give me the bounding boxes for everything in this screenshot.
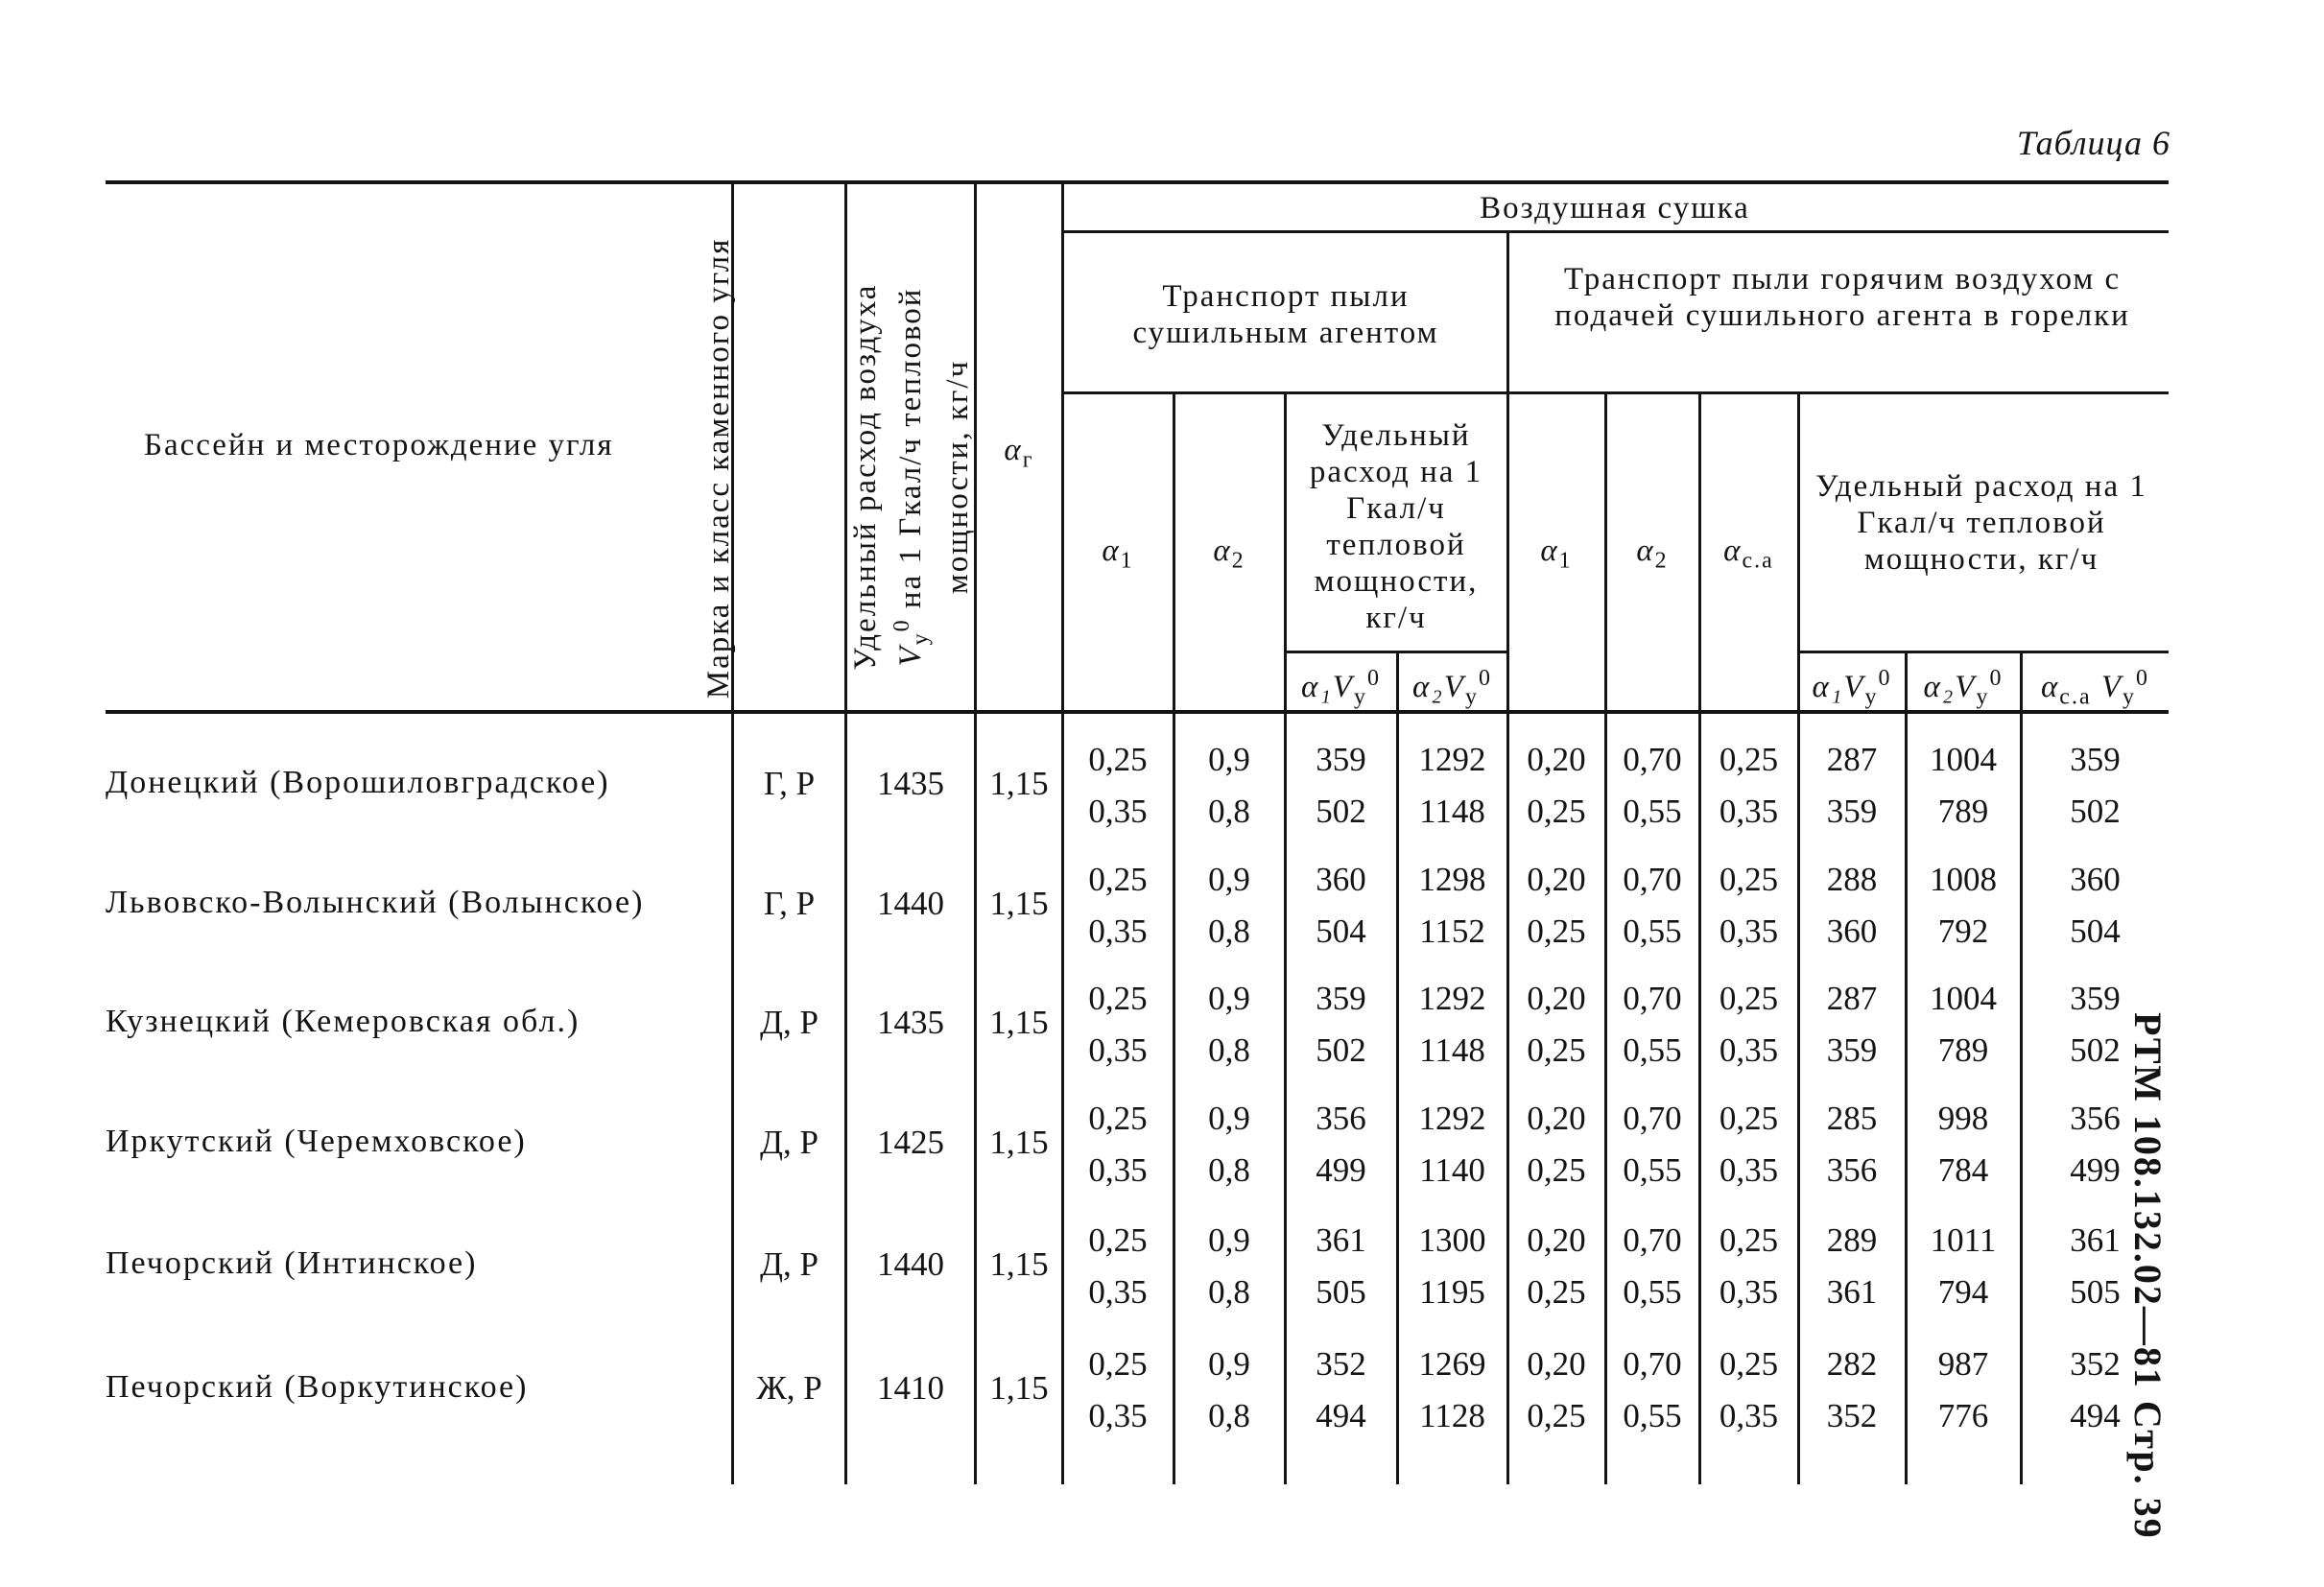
header-hot-asav: $\alpha_{с.а}$ $V_у^0$ bbox=[2040, 666, 2150, 710]
row-cell-hsa: 0,35 bbox=[1719, 1397, 1779, 1434]
row-cell-q1: 285 bbox=[1826, 1100, 1878, 1137]
row-cell-r2: 1292 bbox=[1418, 980, 1486, 1017]
subgroup-rule bbox=[1063, 391, 2169, 394]
row-cell-r2: 1195 bbox=[1419, 1273, 1485, 1311]
row-cell-q3: 359 bbox=[2070, 980, 2121, 1017]
header-hot-a1v: $\alpha_1V_у^0$ bbox=[1812, 666, 1892, 710]
table-caption: Таблица 6 bbox=[2016, 124, 2170, 162]
row-cell-r1: 502 bbox=[1316, 793, 1366, 830]
row-cell-q1: 356 bbox=[1826, 1151, 1878, 1189]
row-cell-a2: 0,9 bbox=[1208, 1100, 1250, 1137]
row-mark: Г, Р bbox=[763, 765, 816, 802]
row-cell-a2: 0,8 bbox=[1208, 1273, 1250, 1311]
row-alpha-g: 1,15 bbox=[989, 1369, 1049, 1407]
header-air-drying: Воздушная сушка bbox=[1480, 191, 1750, 225]
header-alpha1: $\alpha_1$ bbox=[1102, 533, 1134, 574]
row-cell-r1: 499 bbox=[1316, 1151, 1366, 1189]
row-cell-hsa: 0,25 bbox=[1719, 1100, 1779, 1137]
row-cell-h2: 0,55 bbox=[1623, 1273, 1682, 1311]
row-cell-r1: 359 bbox=[1316, 741, 1366, 778]
row-cell-q2: 987 bbox=[1937, 1345, 1989, 1383]
row-cell-a1: 0,25 bbox=[1088, 1221, 1148, 1259]
row-cell-r2: 1152 bbox=[1419, 912, 1485, 950]
row-cell-a2: 0,9 bbox=[1208, 1221, 1250, 1259]
row-cell-q2: 792 bbox=[1937, 912, 1989, 950]
row-cell-q1: 287 bbox=[1826, 980, 1878, 1017]
row-cell-r2: 1298 bbox=[1418, 861, 1486, 898]
row-basin-name: Донецкий (Ворошиловградское) bbox=[106, 765, 610, 800]
row-cell-q3: 494 bbox=[2070, 1397, 2121, 1434]
row-cell-hsa: 0,35 bbox=[1719, 1151, 1779, 1189]
row-cell-h1: 0,25 bbox=[1527, 1397, 1586, 1434]
header-transport-agent: Транспорт пыли сушильным агентом bbox=[1132, 279, 1439, 350]
row-mark: Д, Р bbox=[760, 1004, 818, 1041]
row-cell-r2: 1269 bbox=[1418, 1345, 1486, 1383]
row-air-rate: 1425 bbox=[877, 1124, 944, 1161]
row-cell-h1: 0,25 bbox=[1527, 1273, 1586, 1311]
row-cell-q2: 794 bbox=[1937, 1273, 1989, 1311]
row-cell-h2: 0,55 bbox=[1623, 1031, 1682, 1069]
row-cell-h2: 0,70 bbox=[1623, 1221, 1682, 1259]
row-cell-h2: 0,70 bbox=[1623, 741, 1682, 778]
row-cell-h2: 0,55 bbox=[1623, 1151, 1682, 1189]
row-cell-q3: 356 bbox=[2070, 1100, 2121, 1137]
row-cell-q3: 502 bbox=[2070, 793, 2121, 830]
row-air-rate: 1440 bbox=[877, 885, 944, 922]
row-basin-name: Печорский (Воркутинское) bbox=[106, 1369, 529, 1405]
row-cell-a2: 0,9 bbox=[1208, 741, 1250, 778]
row-cell-a1: 0,35 bbox=[1088, 912, 1148, 950]
row-basin-name: Кузнецкий (Кемеровская обл.) bbox=[106, 1004, 581, 1039]
row-cell-q1: 359 bbox=[1826, 793, 1878, 830]
row-cell-r1: 494 bbox=[1316, 1397, 1366, 1434]
row-cell-a2: 0,8 bbox=[1208, 1151, 1250, 1189]
row-alpha-g: 1,15 bbox=[989, 765, 1049, 802]
row-cell-a2: 0,9 bbox=[1208, 1345, 1250, 1383]
row-basin-name: Иркутский (Черемховское) bbox=[106, 1124, 527, 1159]
row-cell-hsa: 0,25 bbox=[1719, 861, 1779, 898]
row-cell-q3: 499 bbox=[2070, 1151, 2121, 1189]
row-cell-hsa: 0,35 bbox=[1719, 1273, 1779, 1311]
rate-hot-rule bbox=[1799, 651, 2169, 653]
row-cell-a2: 0,8 bbox=[1208, 912, 1250, 950]
row-cell-q2: 1011 bbox=[1930, 1221, 1997, 1259]
row-cell-r2: 1148 bbox=[1419, 1031, 1485, 1069]
row-cell-r2: 1292 bbox=[1418, 741, 1486, 778]
header-hot-a2v: $\alpha_2V_у^0$ bbox=[1923, 666, 2004, 710]
row-cell-a2: 0,8 bbox=[1208, 1031, 1250, 1069]
row-cell-r1: 361 bbox=[1316, 1221, 1366, 1259]
row-cell-h2: 0,70 bbox=[1623, 980, 1682, 1017]
header-hot-alpha2: $\alpha_2$ bbox=[1636, 533, 1669, 574]
row-cell-a1: 0,35 bbox=[1088, 1151, 1148, 1189]
row-cell-r1: 352 bbox=[1316, 1345, 1366, 1383]
row-cell-h1: 0,25 bbox=[1527, 1151, 1586, 1189]
row-alpha-g: 1,15 bbox=[989, 1004, 1049, 1041]
row-cell-q1: 352 bbox=[1826, 1397, 1878, 1434]
row-cell-q3: 361 bbox=[2070, 1221, 2121, 1259]
row-cell-hsa: 0,25 bbox=[1719, 741, 1779, 778]
row-cell-a2: 0,8 bbox=[1208, 793, 1250, 830]
row-cell-a1: 0,35 bbox=[1088, 1273, 1148, 1311]
row-cell-q2: 789 bbox=[1937, 793, 1989, 830]
row-cell-a2: 0,9 bbox=[1208, 861, 1250, 898]
row-cell-a2: 0,9 bbox=[1208, 980, 1250, 1017]
row-cell-r1: 505 bbox=[1316, 1273, 1366, 1311]
row-cell-r2: 1300 bbox=[1418, 1221, 1486, 1259]
row-cell-q1: 360 bbox=[1826, 912, 1878, 950]
row-mark: Д, Р bbox=[760, 1245, 818, 1283]
header-rate-agent: Удельный расход на 1 Гкал/ч тепловой мощности, кг/ч bbox=[1309, 418, 1483, 635]
row-cell-a1: 0,35 bbox=[1088, 793, 1148, 830]
row-cell-q1: 359 bbox=[1826, 1031, 1878, 1069]
row-cell-q3: 360 bbox=[2070, 861, 2121, 898]
row-cell-a1: 0,25 bbox=[1088, 1345, 1148, 1383]
row-mark: Ж, Р bbox=[756, 1369, 822, 1407]
header-hot-alpha1: $\alpha_1$ bbox=[1540, 533, 1573, 574]
row-cell-h1: 0,20 bbox=[1527, 861, 1586, 898]
row-cell-r2: 1140 bbox=[1419, 1151, 1485, 1189]
header-air-rate: Удельный расход воздуха $V_у^0$ на 1 Гкал/ч тепловой мощности, кг/ч bbox=[848, 283, 975, 671]
header-alpha-g: $\alpha_г$ bbox=[1004, 433, 1034, 473]
row-cell-hsa: 0,25 bbox=[1719, 1221, 1779, 1259]
row-cell-q1: 282 bbox=[1826, 1345, 1878, 1383]
row-cell-q3: 504 bbox=[2070, 912, 2121, 950]
row-cell-hsa: 0,35 bbox=[1719, 1031, 1779, 1069]
row-basin-name: Печорский (Интинское) bbox=[106, 1245, 478, 1281]
row-cell-q3: 505 bbox=[2070, 1273, 2121, 1311]
row-cell-hsa: 0,35 bbox=[1719, 912, 1779, 950]
row-cell-h2: 0,55 bbox=[1623, 912, 1682, 950]
row-cell-q2: 784 bbox=[1937, 1151, 1989, 1189]
row-cell-h2: 0,55 bbox=[1623, 793, 1682, 830]
row-cell-q2: 789 bbox=[1937, 1031, 1989, 1069]
row-alpha-g: 1,15 bbox=[989, 1124, 1049, 1161]
row-cell-a1: 0,25 bbox=[1088, 980, 1148, 1017]
row-cell-r2: 1292 bbox=[1418, 1100, 1486, 1137]
row-cell-r2: 1128 bbox=[1419, 1397, 1485, 1434]
row-air-rate: 1435 bbox=[877, 765, 944, 802]
header-alpha2: $\alpha_2$ bbox=[1213, 533, 1245, 574]
row-air-rate: 1440 bbox=[877, 1245, 944, 1283]
row-cell-q3: 502 bbox=[2070, 1031, 2121, 1069]
row-cell-h2: 0,70 bbox=[1623, 861, 1682, 898]
row-cell-q2: 776 bbox=[1937, 1397, 1989, 1434]
row-alpha-g: 1,15 bbox=[989, 885, 1049, 922]
header-basin: Бассейн и месторождение угля bbox=[144, 428, 614, 462]
row-cell-r1: 360 bbox=[1316, 861, 1366, 898]
row-mark: Г, Р bbox=[763, 885, 816, 922]
row-cell-q2: 998 bbox=[1937, 1100, 1989, 1137]
row-alpha-g: 1,15 bbox=[989, 1245, 1049, 1283]
row-cell-a1: 0,25 bbox=[1088, 741, 1148, 778]
header-a2v: $\alpha_2V_у^0$ bbox=[1412, 666, 1492, 710]
row-cell-a1: 0,25 bbox=[1088, 1100, 1148, 1137]
row-cell-a2: 0,8 bbox=[1208, 1397, 1250, 1434]
row-cell-q2: 1004 bbox=[1930, 741, 1997, 778]
table-top-rule bbox=[106, 180, 2169, 184]
row-cell-r1: 504 bbox=[1316, 912, 1366, 950]
row-cell-h1: 0,20 bbox=[1527, 1221, 1586, 1259]
row-cell-h2: 0,70 bbox=[1623, 1100, 1682, 1137]
row-mark: Д, Р bbox=[760, 1124, 818, 1161]
row-cell-r1: 502 bbox=[1316, 1031, 1366, 1069]
row-cell-h1: 0,20 bbox=[1527, 1100, 1586, 1137]
row-cell-hsa: 0,25 bbox=[1719, 1345, 1779, 1383]
row-cell-h1: 0,20 bbox=[1527, 1345, 1586, 1383]
row-cell-h2: 0,55 bbox=[1623, 1397, 1682, 1434]
row-cell-r2: 1148 bbox=[1419, 793, 1485, 830]
row-cell-q2: 1004 bbox=[1930, 980, 1997, 1017]
row-cell-h2: 0,70 bbox=[1623, 1345, 1682, 1383]
air-drying-rule bbox=[1063, 230, 2169, 233]
header-rate-hot: Удельный расход на 1 Гкал/ч тепловой мощности, кг/ч bbox=[1815, 469, 2147, 577]
row-cell-h1: 0,25 bbox=[1527, 793, 1586, 830]
header-hot-alpha-sa: $\alpha_{с.а}$ bbox=[1723, 533, 1774, 574]
row-cell-q1: 289 bbox=[1826, 1221, 1878, 1259]
row-cell-a1: 0,25 bbox=[1088, 861, 1148, 898]
row-cell-q1: 361 bbox=[1826, 1273, 1878, 1311]
row-cell-h1: 0,25 bbox=[1527, 1031, 1586, 1069]
row-cell-r1: 359 bbox=[1316, 980, 1366, 1017]
row-cell-q3: 359 bbox=[2070, 741, 2121, 778]
row-cell-q1: 288 bbox=[1826, 861, 1878, 898]
side-label: РТМ 108.132.02—81 Стр. 39 bbox=[2126, 1012, 2170, 1540]
row-cell-a1: 0,35 bbox=[1088, 1031, 1148, 1069]
header-transport-hot: Транспорт пыли горячим воздухом с подачей сушильного агента в горелки bbox=[1554, 262, 2130, 333]
row-cell-hsa: 0,25 bbox=[1719, 980, 1779, 1017]
row-air-rate: 1410 bbox=[877, 1369, 944, 1407]
header-mark: Марка и класс каменного угля bbox=[701, 237, 736, 699]
row-cell-a1: 0,35 bbox=[1088, 1397, 1148, 1434]
row-cell-q1: 287 bbox=[1826, 741, 1878, 778]
row-basin-name: Львовско-Волынский (Волынское) bbox=[106, 885, 645, 920]
row-cell-h1: 0,25 bbox=[1527, 912, 1586, 950]
row-cell-r1: 356 bbox=[1316, 1100, 1366, 1137]
row-cell-h1: 0,20 bbox=[1527, 741, 1586, 778]
row-cell-q2: 1008 bbox=[1930, 861, 1997, 898]
header-a1v: $\alpha_1V_у^0$ bbox=[1301, 666, 1381, 710]
row-cell-q3: 352 bbox=[2070, 1345, 2121, 1383]
row-cell-h1: 0,20 bbox=[1527, 980, 1586, 1017]
row-cell-hsa: 0,35 bbox=[1719, 793, 1779, 830]
row-air-rate: 1435 bbox=[877, 1004, 944, 1041]
